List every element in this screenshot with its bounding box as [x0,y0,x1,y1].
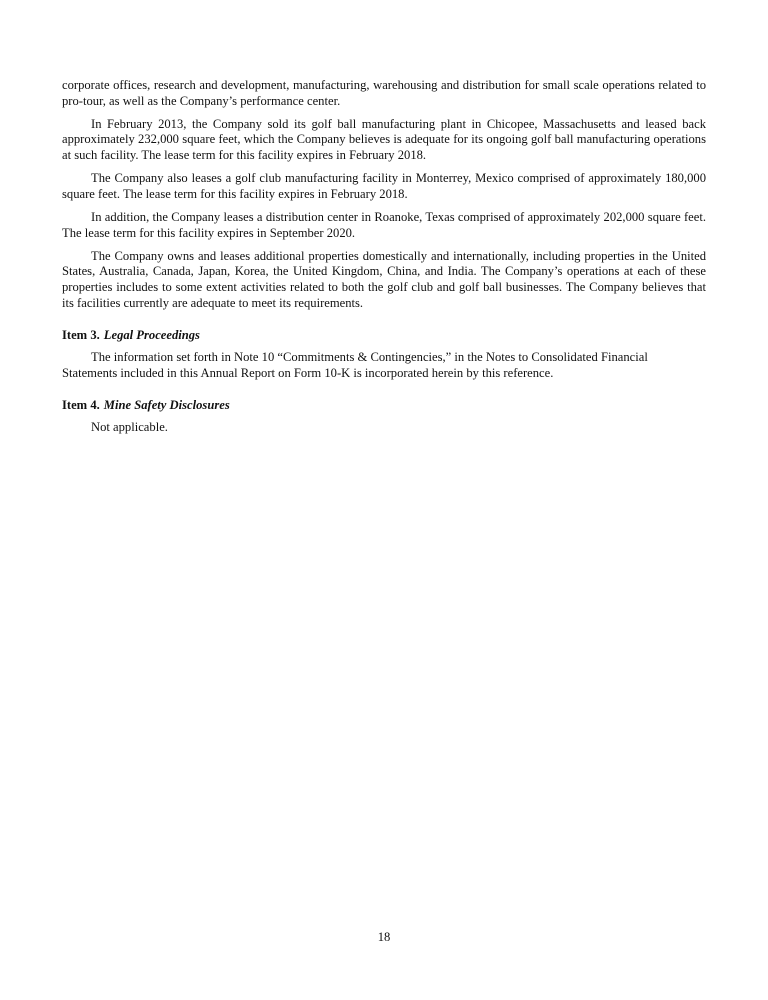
item-3-body: The information set forth in Note 10 “Commitments & Contingencies,” in the Notes to Consolidated Financial Statements included in this Annual Report on Form 10-K is incorporated herein by this reference. [62,350,648,380]
page-number: 18 [377,930,391,944]
paragraph-monterrey: The Company also leases a golf club manufacturing facility in Monterrey, Mexico comprised of approximately 180,000 square feet. The lease term for this facility expires in February 2018. [62,171,706,201]
paragraph-continued: corporate offices, research and development, manufacturing, warehousing and distribution for small scale operations related to pro-tour, as well as the Company’s performance center. [62,78,706,108]
item-3-number: Item 3. [62,328,100,343]
item-4-number: Item 4. [62,398,100,413]
item-3-heading [62,328,706,344]
item-4-heading [62,398,706,414]
item-4-title: Mine Safety Disclosures [103,398,230,413]
paragraph-roanoke: In addition, the Company leases a distribution center in Roanoke, Texas comprised of approximately 202,000 square feet. The lease term for this facility expires in September 2020. [62,209,706,240]
paragraph-chicopee: In February 2013, the Company sold its golf ball manufacturing plant in Chicopee, Massachusetts and leased back approximately 232,000 square feet, which the Company believes is adequate for its ongoing golf ball manufacturing operations at such facility. The lease term for this facility expires in February 2018. [62,116,706,163]
item-3-title: Legal Proceedings [103,328,200,343]
item-4-body: Not applicable. [91,420,168,435]
paragraph-other-properties: The Company owns and leases additional properties domestically and internationally, including properties in the United States, Australia, Canada, Japan, Korea, the United Kingdom, China, and India. The Company’s operations at each of these properties includes to some extent activities related to both the golf club and golf ball businesses. The Company believes that its facilities currently are adequate to meet its requirements. [62,248,706,310]
document-body [62,78,706,443]
